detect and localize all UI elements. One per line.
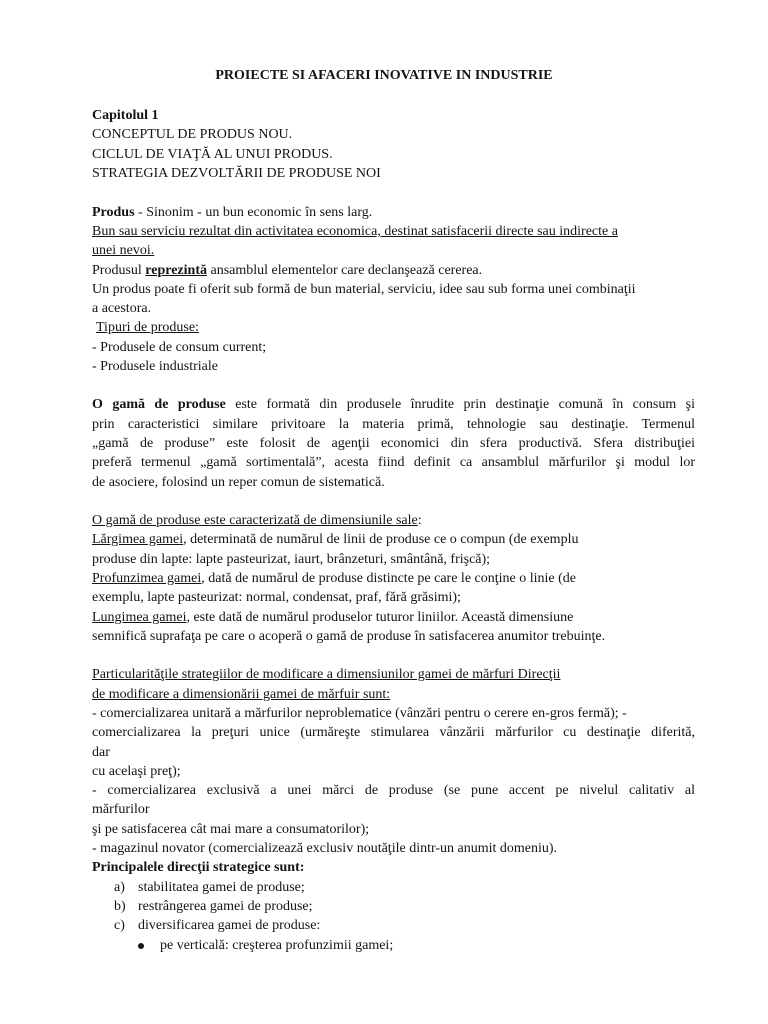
bullet-item: pe verticală: creşterea profunzimii gamei; bbox=[160, 938, 394, 953]
text-span: : bbox=[417, 513, 422, 528]
tipuri-item: - Produsele industriale bbox=[92, 359, 218, 374]
bullet-icon bbox=[138, 943, 144, 949]
dimension-name: Lungimea gamei bbox=[92, 610, 187, 625]
produs-underlined-line: unei nevoi. bbox=[92, 243, 155, 258]
particularitati-line: mărfurilor bbox=[92, 802, 150, 817]
list-item: restrângerea gamei de produse; bbox=[138, 899, 313, 914]
gama-paragraph-line: „gamă de produse” este folosit de agenţii economici din sfera productivă. Sfera distribuţiei bbox=[92, 436, 695, 451]
gama-paragraph-line bbox=[92, 396, 695, 414]
list-item: diversificarea gamei de produse: bbox=[138, 918, 321, 933]
chapter-line: STRATEGIA DEZVOLTĂRII DE PRODUSE NOI bbox=[92, 166, 381, 181]
particularitati-line: - magazinul novator (comercializează exclusiv noutăţile dintr-un anumit domeniu). bbox=[92, 841, 558, 856]
text-span: ansamblul elementelor care declanşează cererea. bbox=[206, 263, 483, 278]
produs-def-text: - Sinonim - un bun economic în sens larg. bbox=[134, 205, 373, 220]
gama-term: O gamă de produse bbox=[92, 397, 226, 412]
produs-underlined-line: Bun sau serviciu rezultat din activitatea economica, destinat satisfacerii directe sau indirecte a bbox=[92, 224, 618, 239]
produs-paragraph-line: a acestora. bbox=[92, 301, 152, 316]
list-marker: c) bbox=[114, 918, 125, 933]
particularitati-line: - comercializarea unitară a mărfurilor neproblematice (vânzări pentru o cerere en-gros fermă); - bbox=[92, 706, 627, 721]
document-title: PROIECTE SI AFACERI INOVATIVE IN INDUSTRIE bbox=[215, 68, 553, 83]
list-item: stabilitatea gamei de produse; bbox=[138, 880, 305, 895]
dimension-item bbox=[92, 531, 578, 549]
dimensiuni-heading bbox=[92, 512, 422, 530]
dimension-name: Lărgimea gamei bbox=[92, 532, 184, 547]
chapter-line: CONCEPTUL DE PRODUS NOU. bbox=[92, 127, 293, 142]
gama-paragraph-line: preferă termenul „gamă sortimentală”, acesta fiind definit ca ansamblul mărfurilor şi modul lor bbox=[92, 455, 695, 470]
particularitati-line: şi pe satisfacerea cât mai mare a consumatorilor); bbox=[92, 822, 370, 837]
text-span: Produsul bbox=[92, 263, 146, 278]
chapter-heading: Capitolul 1 bbox=[92, 108, 159, 123]
text-span: , dată de numărul de produse distincte pe care le conţine o linie (de bbox=[201, 571, 576, 586]
dimension-item-cont: exemplu, lapte pasteurizat: normal, condensat, praf, fără grăsimi); bbox=[92, 590, 461, 605]
gama-paragraph-line: prin caracteristici similare privitoare la materia primă, tehnologie sau destinaţie. Termenul bbox=[92, 417, 695, 432]
list-marker: b) bbox=[114, 899, 126, 914]
produs-paragraph bbox=[92, 262, 482, 280]
particularitati-heading: de modificare a dimensionării gamei de mărfuir sunt: bbox=[92, 687, 391, 702]
gama-paragraph-line: de asociere, folosind un reper comun de sistematică. bbox=[92, 475, 385, 490]
particularitati-heading: Particularităţile strategiilor de modificare a dimensiunilor gamei de mărfuri Direcţii bbox=[92, 667, 561, 682]
dimension-name: Profunzimea gamei bbox=[92, 571, 202, 586]
emphasis-text: reprezintă bbox=[145, 263, 207, 278]
text-span: este formată din produsele înrudite prin destinaţie comună în consum şi bbox=[225, 397, 695, 412]
text-span: , determinată de numărul de linii de produse ce o compun (de exemplu bbox=[183, 532, 579, 547]
text-span: , este dată de numărul produselor tuturor liniilor. Această dimensiune bbox=[186, 610, 574, 625]
particularitati-line: comercializarea la preţuri unice (urmăreşte stimularea vânzării mărfurilor cu destinaţie diferită, bbox=[92, 725, 695, 740]
produs-definition bbox=[92, 204, 372, 222]
particularitati-line: dar bbox=[92, 745, 110, 760]
particularitati-line: - comercializarea exclusivă a unei mărci de produse (se pune accent pe nivelul calitativ al bbox=[92, 783, 695, 798]
heading-text: O gamă de produse este caracterizată de dimensiunile sale bbox=[92, 513, 418, 528]
produs-paragraph-line: Un produs poate fi oferit sub formă de bun material, serviciu, idee sau sub forma unei combinaţii bbox=[92, 282, 636, 297]
chapter-line: CICLUL DE VIAŢĂ AL UNUI PRODUS. bbox=[92, 147, 333, 162]
dimension-item-cont: produse din lapte: lapte pasteurizat, iaurt, brânzeturi, smântână, frişcă); bbox=[92, 552, 491, 567]
dimension-item-cont: semnifică suprafaţa pe care o acoperă o gamă de produse în satisfacerea anumitor trebuinţe. bbox=[92, 629, 606, 644]
dimension-item bbox=[92, 570, 576, 588]
strategii-heading: Principalele direcţii strategice sunt: bbox=[92, 860, 305, 875]
list-marker: a) bbox=[114, 880, 125, 895]
particularitati-line: cu acelaşi preţ); bbox=[92, 764, 181, 779]
produs-term: Produs bbox=[92, 205, 135, 220]
tipuri-item: - Produsele de consum current; bbox=[92, 340, 267, 355]
dimension-item bbox=[92, 609, 573, 627]
tipuri-heading: Tipuri de produse: bbox=[96, 320, 199, 335]
